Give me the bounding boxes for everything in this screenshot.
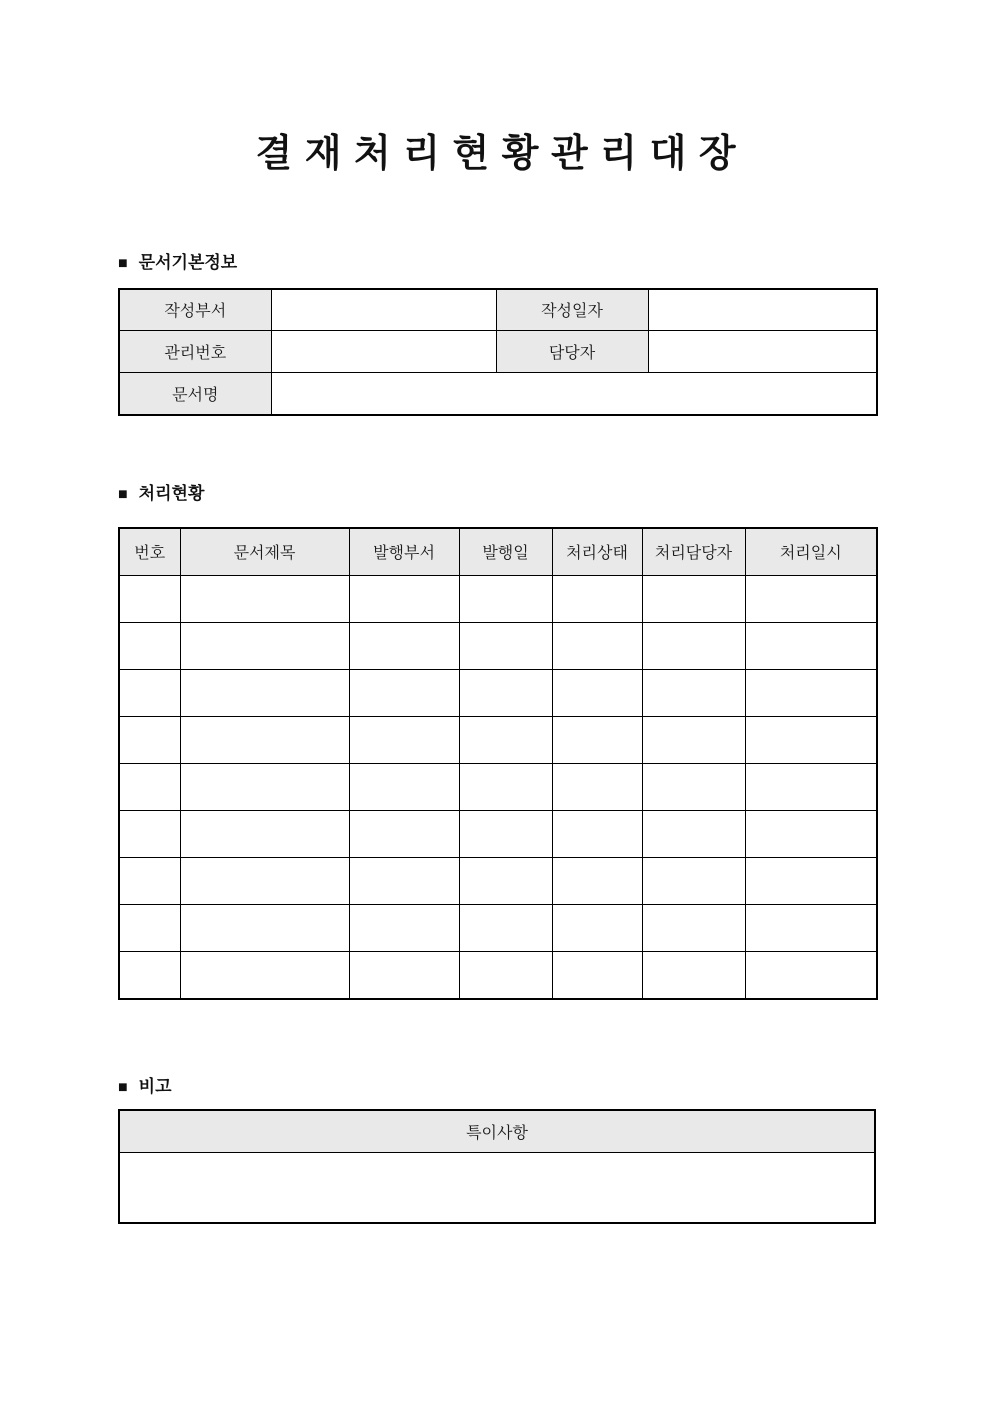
- status-cell[interactable]: [552, 576, 642, 623]
- field-value-author-dept[interactable]: [271, 289, 496, 331]
- status-cell[interactable]: [642, 952, 745, 999]
- status-cell[interactable]: [459, 717, 552, 764]
- remarks-body-row: [119, 1153, 875, 1223]
- status-cell[interactable]: [180, 576, 349, 623]
- doc-info-table: [118, 288, 878, 416]
- status-cell[interactable]: [349, 576, 459, 623]
- status-cell[interactable]: [745, 670, 877, 717]
- status-cell[interactable]: [745, 717, 877, 764]
- status-cell[interactable]: [745, 764, 877, 811]
- status-cell[interactable]: [180, 952, 349, 999]
- status-cell[interactable]: [745, 858, 877, 905]
- status-cell[interactable]: [745, 905, 877, 952]
- status-cell[interactable]: [349, 858, 459, 905]
- status-cell[interactable]: [642, 811, 745, 858]
- status-cell[interactable]: [459, 576, 552, 623]
- status-cell[interactable]: [349, 670, 459, 717]
- status-cell[interactable]: [349, 717, 459, 764]
- status-table-row: [119, 905, 877, 952]
- status-cell[interactable]: [180, 811, 349, 858]
- status-cell[interactable]: [459, 905, 552, 952]
- status-table: [118, 527, 878, 1000]
- status-cell[interactable]: [552, 811, 642, 858]
- status-cell[interactable]: [642, 764, 745, 811]
- status-cell[interactable]: [459, 670, 552, 717]
- remarks-input-area[interactable]: [119, 1153, 875, 1223]
- remarks-table: [118, 1109, 876, 1224]
- status-cell[interactable]: [119, 623, 180, 670]
- status-cell[interactable]: [180, 670, 349, 717]
- section-bullet-icon: ■: [118, 485, 128, 503]
- status-cell[interactable]: [642, 905, 745, 952]
- status-cell[interactable]: [119, 576, 180, 623]
- label-cell-mgmt-number: 관리번호: [119, 331, 271, 373]
- status-table-row: [119, 717, 877, 764]
- section-heading-status: [118, 483, 992, 505]
- label-cell-author-dept: 작성부서: [119, 289, 271, 331]
- doc-info-row: [119, 373, 877, 415]
- status-cell[interactable]: [180, 764, 349, 811]
- status-table-body: [119, 576, 877, 999]
- section-heading-status-label: 처리현황: [138, 483, 205, 503]
- section-heading-doc-info: [118, 252, 992, 274]
- status-cell[interactable]: [745, 811, 877, 858]
- status-cell[interactable]: [642, 858, 745, 905]
- status-cell[interactable]: [349, 952, 459, 999]
- column-header-issue-date: 발행일: [459, 528, 552, 576]
- status-cell[interactable]: [459, 811, 552, 858]
- column-header-process-datetime: 처리일시: [745, 528, 877, 576]
- status-cell[interactable]: [642, 623, 745, 670]
- status-cell[interactable]: [349, 623, 459, 670]
- status-cell[interactable]: [642, 670, 745, 717]
- status-table-row: [119, 623, 877, 670]
- status-cell[interactable]: [180, 623, 349, 670]
- status-cell[interactable]: [119, 811, 180, 858]
- page-title: 결 재 처 리 현 황 관 리 대 장: [255, 133, 737, 175]
- status-cell[interactable]: [552, 623, 642, 670]
- status-cell[interactable]: [180, 905, 349, 952]
- status-cell[interactable]: [745, 952, 877, 999]
- status-table-row: [119, 764, 877, 811]
- status-cell[interactable]: [552, 858, 642, 905]
- remarks-header-row: [119, 1110, 875, 1153]
- field-value-doc-name[interactable]: [271, 373, 877, 415]
- status-cell[interactable]: [349, 905, 459, 952]
- status-cell[interactable]: [349, 764, 459, 811]
- status-cell[interactable]: [119, 764, 180, 811]
- status-cell[interactable]: [119, 952, 180, 999]
- status-table-row: [119, 858, 877, 905]
- status-cell[interactable]: [745, 576, 877, 623]
- remarks-header-cell: 특이사항: [119, 1110, 875, 1153]
- section-heading-remarks: [118, 1076, 992, 1098]
- section-heading-remarks-label: 비고: [138, 1076, 172, 1096]
- field-value-mgmt-number[interactable]: [271, 331, 496, 373]
- column-header-process-person: 처리담당자: [642, 528, 745, 576]
- section-bullet-icon: ■: [118, 254, 128, 272]
- status-table-row: [119, 811, 877, 858]
- status-cell[interactable]: [552, 764, 642, 811]
- status-cell[interactable]: [552, 905, 642, 952]
- column-header-doc-title: 문서제목: [180, 528, 349, 576]
- status-cell[interactable]: [642, 576, 745, 623]
- status-cell[interactable]: [180, 858, 349, 905]
- status-cell[interactable]: [642, 717, 745, 764]
- status-table-row: [119, 952, 877, 999]
- status-cell[interactable]: [119, 670, 180, 717]
- column-header-process-state: 처리상태: [552, 528, 642, 576]
- status-cell[interactable]: [349, 811, 459, 858]
- section-bullet-icon: ■: [118, 1078, 128, 1096]
- label-cell-doc-name: 문서명: [119, 373, 271, 415]
- status-table-row: [119, 670, 877, 717]
- column-header-issuing-dept: 발행부서: [349, 528, 459, 576]
- section-heading-doc-info-label: 문서기본정보: [138, 252, 238, 272]
- label-cell-person-in-charge: 담당자: [496, 331, 648, 373]
- status-cell[interactable]: [459, 858, 552, 905]
- status-table-row: [119, 576, 877, 623]
- label-cell-created-date: 작성일자: [496, 289, 648, 331]
- status-cell[interactable]: [459, 952, 552, 999]
- status-cell[interactable]: [552, 952, 642, 999]
- status-cell[interactable]: [180, 717, 349, 764]
- field-value-person-in-charge[interactable]: [648, 331, 877, 373]
- doc-info-row: [119, 331, 877, 373]
- status-cell[interactable]: [119, 858, 180, 905]
- status-cell[interactable]: [745, 623, 877, 670]
- status-cell[interactable]: [552, 717, 642, 764]
- field-value-created-date[interactable]: [648, 289, 877, 331]
- column-header-number: 번호: [119, 528, 180, 576]
- status-cell[interactable]: [459, 764, 552, 811]
- doc-info-row: [119, 289, 877, 331]
- status-table-header-row: [119, 528, 877, 576]
- status-cell[interactable]: [119, 905, 180, 952]
- status-cell[interactable]: [552, 670, 642, 717]
- status-cell[interactable]: [459, 623, 552, 670]
- status-cell[interactable]: [119, 717, 180, 764]
